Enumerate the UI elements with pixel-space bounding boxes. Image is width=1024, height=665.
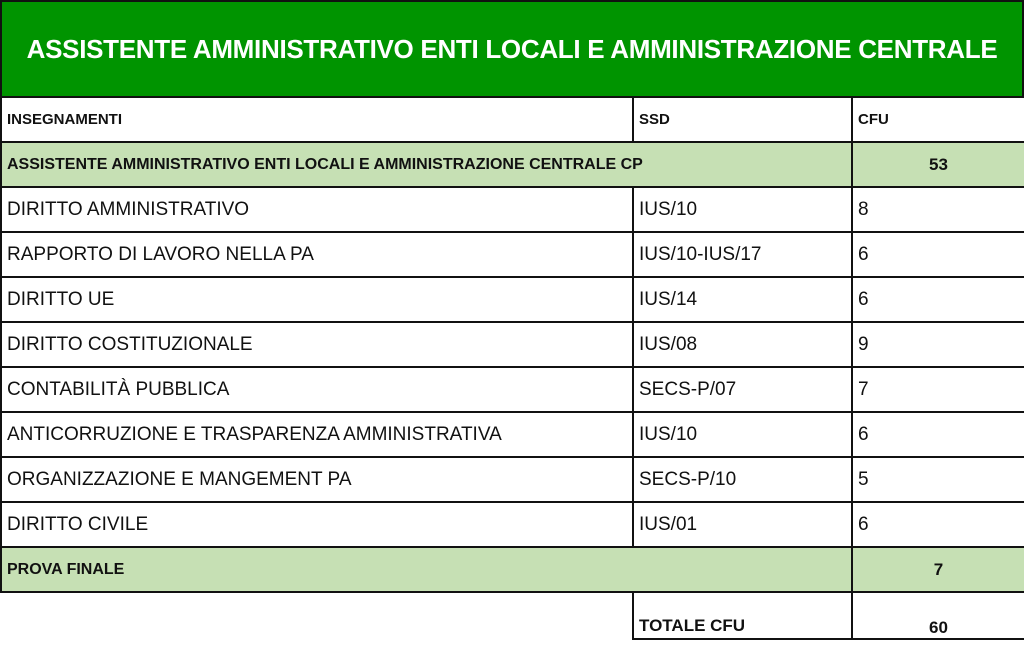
table-row	[1, 277, 1024, 322]
course-ssd: IUS/01	[633, 502, 852, 547]
page-title: ASSISTENTE AMMINISTRATIVO ENTI LOCALI E AMMINISTRAZIONE CENTRALE	[0, 0, 1024, 98]
table-row	[1, 367, 1024, 412]
group-row	[1, 142, 1024, 187]
course-name: DIRITTO AMMINISTRATIVO	[1, 187, 633, 232]
course-cfu: 8	[852, 187, 1024, 232]
group-label: ASSISTENTE AMMINISTRATIVO ENTI LOCALI E AMMINISTRAZIONE CENTRALE CP	[1, 142, 852, 187]
final-exam-row	[1, 547, 1024, 592]
course-ssd: IUS/14	[633, 277, 852, 322]
table-row	[1, 502, 1024, 547]
course-ssd: IUS/10	[633, 412, 852, 457]
header-insegnamenti: INSEGNAMENTI	[1, 97, 633, 142]
course-cfu: 6	[852, 277, 1024, 322]
course-name: RAPPORTO DI LAVORO NELLA PA	[1, 232, 633, 277]
course-name: DIRITTO CIVILE	[1, 502, 633, 547]
total-spacer	[1, 592, 633, 639]
course-name: ORGANIZZAZIONE E MANGEMENT PA	[1, 457, 633, 502]
course-name: DIRITTO UE	[1, 277, 633, 322]
course-cfu: 6	[852, 502, 1024, 547]
header-cfu: CFU	[852, 97, 1024, 142]
course-cfu: 5	[852, 457, 1024, 502]
total-cfu: 60	[852, 592, 1024, 639]
header-row	[1, 97, 1024, 142]
course-name: DIRITTO COSTITUZIONALE	[1, 322, 633, 367]
table-row	[1, 457, 1024, 502]
total-row	[1, 592, 1024, 639]
course-name: CONTABILITÀ PUBBLICA	[1, 367, 633, 412]
total-label: TOTALE CFU	[633, 592, 852, 639]
course-cfu: 6	[852, 232, 1024, 277]
course-cfu: 6	[852, 412, 1024, 457]
course-ssd: IUS/10	[633, 187, 852, 232]
course-ssd: IUS/10-IUS/17	[633, 232, 852, 277]
course-ssd: SECS-P/07	[633, 367, 852, 412]
table-row	[1, 232, 1024, 277]
table-row	[1, 322, 1024, 367]
course-ssd: IUS/08	[633, 322, 852, 367]
course-cfu: 9	[852, 322, 1024, 367]
course-cfu: 7	[852, 367, 1024, 412]
curriculum-table	[0, 96, 1024, 640]
table-row	[1, 187, 1024, 232]
table-row	[1, 412, 1024, 457]
course-name: ANTICORRUZIONE E TRASPARENZA AMMINISTRATIVA	[1, 412, 633, 457]
group-cfu: 53	[852, 142, 1024, 187]
course-ssd: SECS-P/10	[633, 457, 852, 502]
header-ssd: SSD	[633, 97, 852, 142]
final-exam-cfu: 7	[852, 547, 1024, 592]
final-exam-label: PROVA FINALE	[1, 547, 852, 592]
